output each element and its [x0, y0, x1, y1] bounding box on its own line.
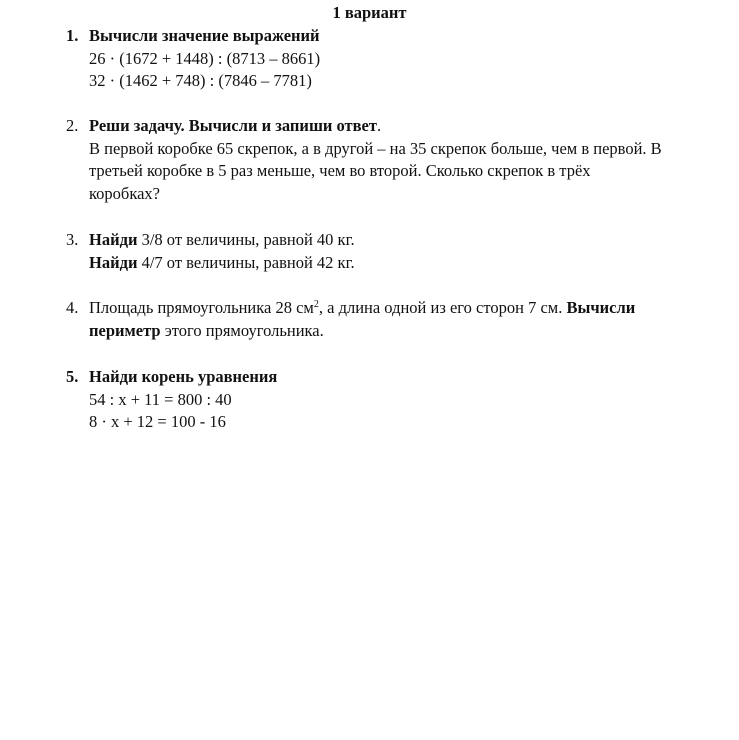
equation-2: 8 · x + 12 = 100 - 16 — [89, 412, 226, 432]
task-verb: Вычисли — [566, 298, 636, 317]
expression-1: 26 · (1672 + 1448) : (8713 – 8661) — [89, 48, 321, 68]
task-heading: Реши задачу. Вычисли и запиши ответ — [89, 116, 377, 135]
task-verb: Найди — [89, 230, 138, 249]
fraction-question-2: 4/7 от величины, равной 42 кг. — [137, 252, 355, 272]
task-number: 1. — [66, 26, 79, 45]
task-2 — [66, 115, 706, 205]
task-heading: Вычисли значение выражений — [89, 26, 320, 45]
area-text: Площадь прямоугольника 28 см — [89, 298, 314, 317]
task-object: периметр — [89, 320, 161, 340]
equation-1: 54 : x + 11 = 800 : 40 — [89, 389, 232, 409]
problem-line-3: коробках? — [89, 183, 160, 203]
fraction-question-1: 3/8 от величины, равной 40 кг. — [137, 230, 355, 249]
task-number: 2. — [66, 116, 79, 135]
problem-line-2: третьей коробке в 5 раз меньше, чем во второй. Сколько скрепок в трёх — [89, 161, 591, 181]
perimeter-text: этого прямоугольника. — [160, 320, 324, 340]
side-text: , а длина одной из его сторон 7 см. — [318, 298, 567, 317]
task-5 — [66, 366, 706, 434]
task-1 — [66, 25, 706, 93]
task-verb: Найди — [89, 252, 138, 272]
task-number: 5. — [66, 367, 79, 386]
task-heading: Найди корень уравнения — [89, 367, 278, 386]
task-4 — [66, 297, 706, 342]
expression-2: 32 · (1462 + 748) : (7846 – 7781) — [89, 71, 312, 91]
heading-period: . — [376, 116, 382, 135]
task-3 — [66, 229, 706, 274]
task-number: 4. — [66, 298, 79, 317]
problem-line-1: В первой коробке 65 скрепок, а в другой – на 35 скрепок больше, чем в первой. В — [89, 138, 662, 158]
square-superscript: 2 — [313, 299, 319, 310]
task-number: 3. — [66, 230, 79, 249]
variant-title: 1 вариант — [332, 3, 407, 22]
